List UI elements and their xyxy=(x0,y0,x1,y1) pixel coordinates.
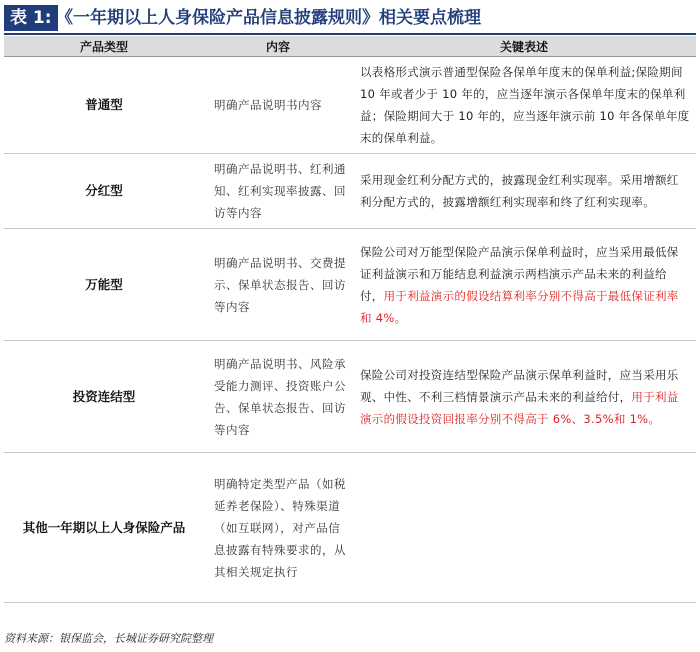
product-type-cell: 普通型 xyxy=(4,57,204,154)
key-statement-cell xyxy=(352,453,696,603)
content-cell: 明确特定类型产品（如税延养老保险）、特殊渠道（如互联网），对产品信息披露有特殊要求的，从其相关规定执行 xyxy=(204,453,352,603)
table-title-bar xyxy=(4,3,696,35)
product-type-cell: 万能型 xyxy=(4,229,204,341)
key-statement-cell xyxy=(352,57,696,154)
key-statement-text: 保险公司对万能型保险产品演示保单利益时，应当采用最低保证利益演示和万能结息利益演示两档演示产品未来的利益给付， xyxy=(360,244,679,303)
key-statement-highlight: 用于利益演示的假设结算利率分别不得高于最低保证利率和 4%。 xyxy=(360,288,679,325)
key-statement-cell xyxy=(352,154,696,229)
content-cell: 明确产品说明书、交费提示、保单状态报告、回访等内容 xyxy=(204,229,352,341)
key-statement-text: 保险公司对投资连结型保险产品演示保单利益时，应当采用乐观、中性、不利三档情景演示产品未来的利益给付， xyxy=(360,367,679,404)
content-cell: 明确产品说明书、红利通知、红利实现率披露、回访等内容 xyxy=(204,154,352,229)
table-row xyxy=(4,57,696,154)
key-statement-highlight: 用于利益演示的假设投资回报率分别不得高于 6%、3.5%和 1%。 xyxy=(360,389,679,426)
source-note: 资料来源：银保监会，长城证券研究院整理 xyxy=(4,632,213,645)
table-row xyxy=(4,154,696,229)
table-number-tag: 表 1: xyxy=(4,5,58,31)
table-row xyxy=(4,229,696,341)
product-type-cell: 分红型 xyxy=(4,154,204,229)
table-title: 《一年期以上人身保险产品信息披露规则》相关要点梳理 xyxy=(56,8,481,28)
header-content: 内容 xyxy=(204,36,352,57)
header-key-statement: 关键表述 xyxy=(352,36,696,57)
content-cell: 明确产品说明书内容 xyxy=(204,57,352,154)
disclosure-rules-table xyxy=(4,36,696,603)
table-header-row xyxy=(4,36,696,57)
table-row xyxy=(4,341,696,453)
key-statement-cell xyxy=(352,229,696,341)
product-type-cell: 投资连结型 xyxy=(4,341,204,453)
key-statement-cell xyxy=(352,341,696,453)
product-type-cell: 其他一年期以上人身保险产品 xyxy=(4,453,204,603)
table-row xyxy=(4,453,696,603)
header-product-type: 产品类型 xyxy=(4,36,204,57)
content-cell: 明确产品说明书、风险承受能力测评、投资账户公告、保单状态报告、回访等内容 xyxy=(204,341,352,453)
key-statement-text: 采用现金红利分配方式的，披露现金红利实现率。采用增额红利分配方式的，披露增额红利实现率和终了红利实现率。 xyxy=(360,173,679,209)
key-statement-text: 以表格形式演示普通型保险各保单年度末的保单利益;保险期间 10 年或者少于 10 年的，应当逐年演示各保单年度末的保单利益；保险期间大于 10 年的，应当逐年演示前 10 年各保单年度末的保单利益。 xyxy=(360,65,690,145)
